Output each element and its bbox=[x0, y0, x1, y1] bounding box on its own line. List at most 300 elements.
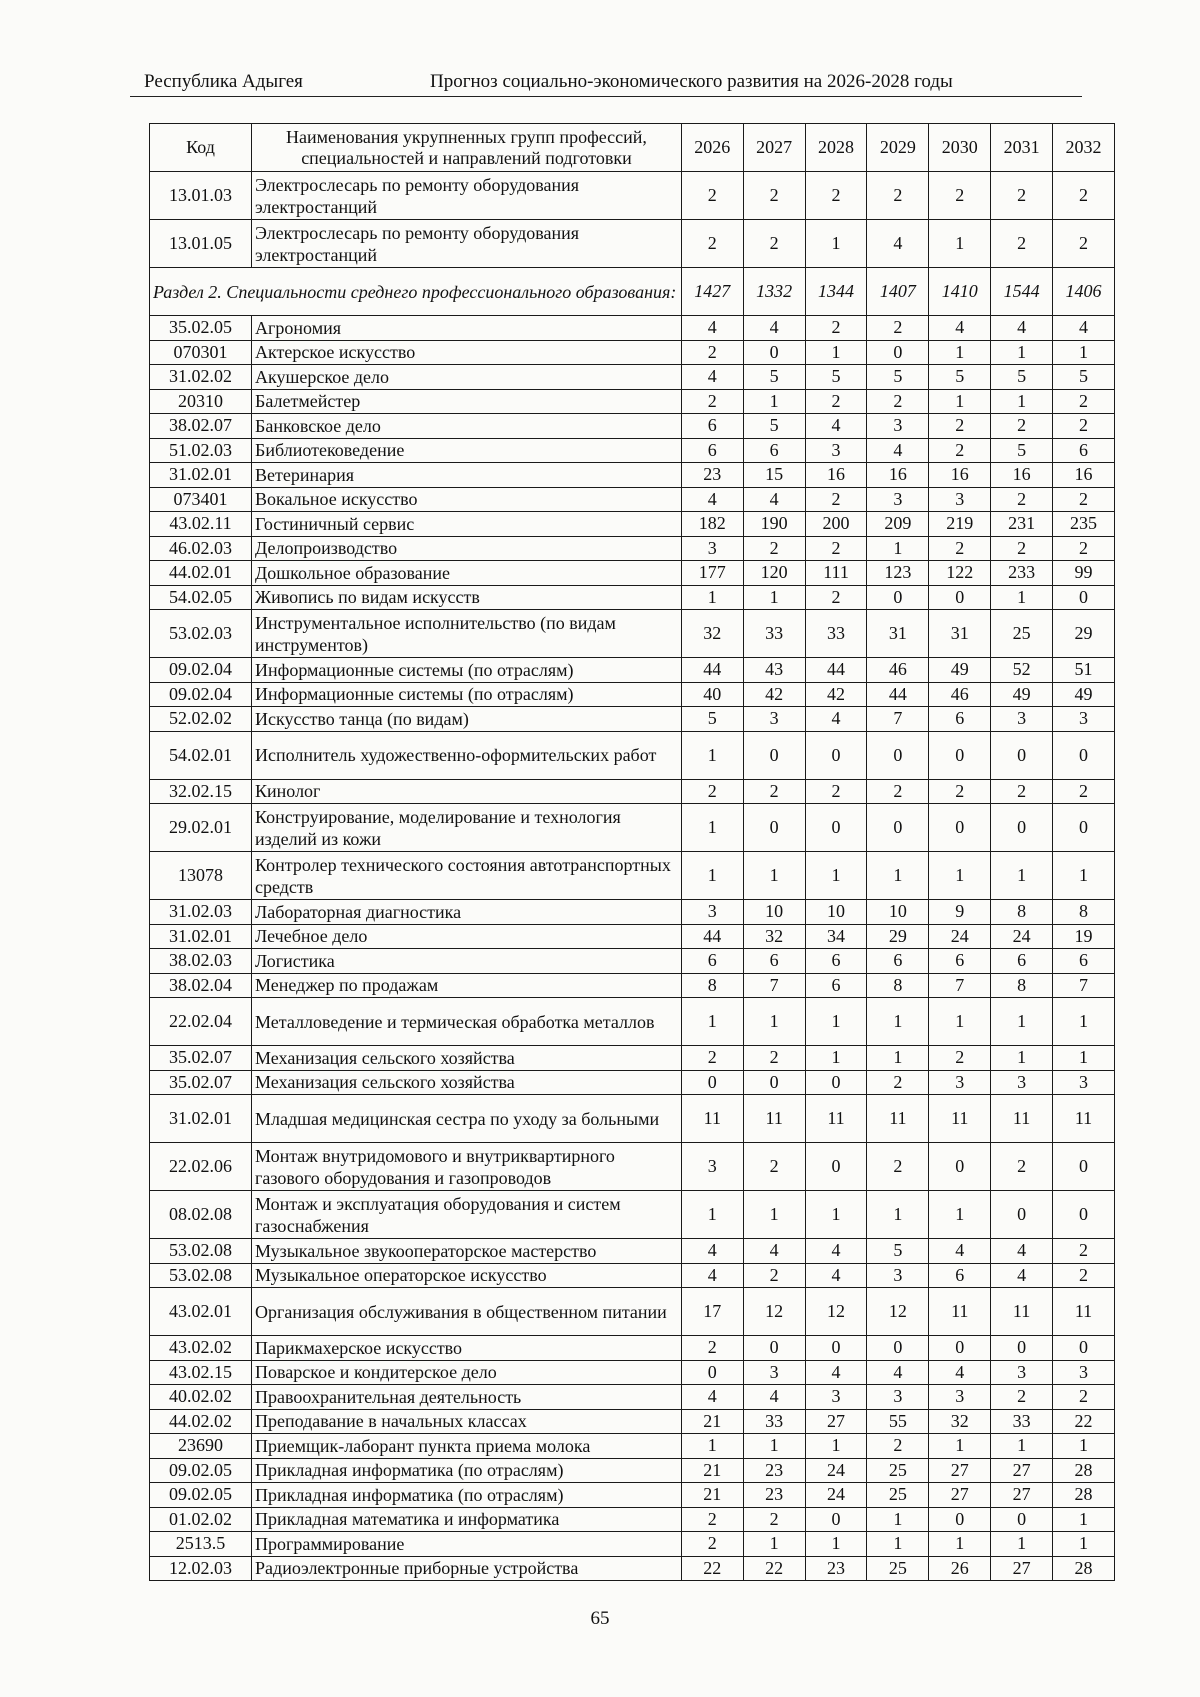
row-value-2030: 49 bbox=[929, 658, 991, 683]
row-value-2031: 2 bbox=[991, 1143, 1053, 1191]
row-name: Приемщик-лаборант пункта приема молока bbox=[252, 1434, 682, 1459]
row-value-2026: 2 bbox=[681, 172, 743, 220]
row-value-2028: 1 bbox=[805, 998, 867, 1046]
row-value-2032: 8 bbox=[1053, 900, 1115, 925]
table-body bbox=[150, 172, 1115, 1581]
row-value-2028: 4 bbox=[805, 707, 867, 732]
row-value-2029: 25 bbox=[867, 1556, 929, 1581]
row-code: 22.02.04 bbox=[150, 998, 252, 1046]
row-value-2032: 1406 bbox=[1053, 268, 1115, 316]
table-row bbox=[150, 463, 1115, 488]
row-value-2028: 1 bbox=[805, 1191, 867, 1239]
row-value-2028: 111 bbox=[805, 561, 867, 586]
table-row bbox=[150, 1191, 1115, 1239]
row-value-2032: 1 bbox=[1053, 998, 1115, 1046]
row-code: 52.02.02 bbox=[150, 707, 252, 732]
row-value-2030: 5 bbox=[929, 365, 991, 390]
row-name: Лабораторная диагностика bbox=[252, 900, 682, 925]
row-value-2030: 6 bbox=[929, 707, 991, 732]
row-value-2031: 8 bbox=[991, 973, 1053, 998]
row-value-2027: 15 bbox=[743, 463, 805, 488]
row-value-2031: 5 bbox=[991, 365, 1053, 390]
row-value-2029: 46 bbox=[867, 658, 929, 683]
row-value-2028: 34 bbox=[805, 924, 867, 949]
row-value-2027: 23 bbox=[743, 1458, 805, 1483]
row-value-2026: 2 bbox=[681, 1046, 743, 1071]
row-value-2027: 190 bbox=[743, 512, 805, 537]
column-header-year: 2026 bbox=[681, 124, 743, 172]
row-value-2029: 2 bbox=[867, 1143, 929, 1191]
table-row bbox=[150, 536, 1115, 561]
row-value-2026: 1 bbox=[681, 998, 743, 1046]
row-value-2028: 24 bbox=[805, 1483, 867, 1508]
row-name: Инструментальное исполнительство (по видам инструментов) bbox=[252, 610, 682, 658]
row-code: 31.02.02 bbox=[150, 365, 252, 390]
row-name: Электрослесарь по ремонту оборудования электростанций bbox=[252, 172, 682, 220]
row-name: Информационные системы (по отраслям) bbox=[252, 658, 682, 683]
row-value-2029: 8 bbox=[867, 973, 929, 998]
row-value-2030: 9 bbox=[929, 900, 991, 925]
table-row bbox=[150, 1556, 1115, 1581]
row-value-2031: 3 bbox=[991, 1070, 1053, 1095]
row-value-2031: 1 bbox=[991, 852, 1053, 900]
row-name: Монтаж и эксплуатация оборудования и систем газоснабжения bbox=[252, 1191, 682, 1239]
row-value-2029: 3 bbox=[867, 1263, 929, 1288]
row-name: Организация обслуживания в общественном питании bbox=[252, 1288, 682, 1336]
column-header-year: 2029 bbox=[867, 124, 929, 172]
row-code: 073401 bbox=[150, 487, 252, 512]
row-value-2029: 11 bbox=[867, 1095, 929, 1143]
table-row bbox=[150, 658, 1115, 683]
row-name: Балетмейстер bbox=[252, 389, 682, 414]
row-code: 09.02.05 bbox=[150, 1458, 252, 1483]
row-value-2032: 4 bbox=[1053, 316, 1115, 341]
row-code: 13078 bbox=[150, 852, 252, 900]
row-value-2031: 1 bbox=[991, 389, 1053, 414]
row-value-2030: 4 bbox=[929, 1360, 991, 1385]
row-value-2032: 0 bbox=[1053, 1191, 1115, 1239]
row-value-2028: 0 bbox=[805, 1143, 867, 1191]
row-value-2027: 22 bbox=[743, 1556, 805, 1581]
row-code: 54.02.05 bbox=[150, 585, 252, 610]
row-value-2031: 1 bbox=[991, 1434, 1053, 1459]
row-value-2029: 3 bbox=[867, 487, 929, 512]
row-value-2032: 7 bbox=[1053, 973, 1115, 998]
row-value-2027: 0 bbox=[743, 804, 805, 852]
table-row bbox=[150, 172, 1115, 220]
row-value-2026: 32 bbox=[681, 610, 743, 658]
row-value-2031: 49 bbox=[991, 682, 1053, 707]
row-name: Исполнитель художественно-оформительских работ bbox=[252, 731, 682, 779]
row-value-2029: 1 bbox=[867, 1532, 929, 1557]
row-value-2027: 2 bbox=[743, 172, 805, 220]
table-row bbox=[150, 487, 1115, 512]
row-value-2031: 0 bbox=[991, 1191, 1053, 1239]
row-name: Радиоэлектронные приборные устройства bbox=[252, 1556, 682, 1581]
row-value-2026: 2 bbox=[681, 389, 743, 414]
row-value-2028: 4 bbox=[805, 1360, 867, 1385]
row-value-2027: 33 bbox=[743, 1409, 805, 1434]
page-header bbox=[130, 70, 1082, 97]
row-value-2032: 11 bbox=[1053, 1288, 1115, 1336]
row-value-2026: 21 bbox=[681, 1483, 743, 1508]
row-value-2032: 1 bbox=[1053, 1046, 1115, 1071]
row-code: 09.02.04 bbox=[150, 682, 252, 707]
row-value-2027: 32 bbox=[743, 924, 805, 949]
row-name: Правоохранительная деятельность bbox=[252, 1385, 682, 1410]
row-value-2026: 1 bbox=[681, 585, 743, 610]
table-row bbox=[150, 438, 1115, 463]
row-value-2031: 5 bbox=[991, 438, 1053, 463]
row-value-2029: 0 bbox=[867, 585, 929, 610]
table-row bbox=[150, 365, 1115, 390]
row-value-2027: 2 bbox=[743, 536, 805, 561]
row-name: Прикладная информатика (по отраслям) bbox=[252, 1483, 682, 1508]
row-value-2026: 8 bbox=[681, 973, 743, 998]
row-value-2026: 4 bbox=[681, 365, 743, 390]
row-value-2031: 6 bbox=[991, 949, 1053, 974]
row-value-2031: 1 bbox=[991, 585, 1053, 610]
row-value-2027: 2 bbox=[743, 779, 805, 804]
row-value-2030: 0 bbox=[929, 1507, 991, 1532]
row-value-2032: 2 bbox=[1053, 389, 1115, 414]
row-value-2027: 3 bbox=[743, 1360, 805, 1385]
row-value-2026: 4 bbox=[681, 316, 743, 341]
row-value-2030: 6 bbox=[929, 1263, 991, 1288]
row-value-2026: 4 bbox=[681, 1239, 743, 1264]
row-value-2031: 4 bbox=[991, 1239, 1053, 1264]
row-value-2029: 2 bbox=[867, 1070, 929, 1095]
table-row bbox=[150, 1070, 1115, 1095]
column-header-year: 2030 bbox=[929, 124, 991, 172]
table-row bbox=[150, 561, 1115, 586]
row-value-2028: 1 bbox=[805, 1532, 867, 1557]
row-value-2026: 40 bbox=[681, 682, 743, 707]
row-value-2029: 2 bbox=[867, 1434, 929, 1459]
row-value-2032: 2 bbox=[1053, 536, 1115, 561]
row-code: 12.02.03 bbox=[150, 1556, 252, 1581]
row-value-2027: 5 bbox=[743, 414, 805, 439]
table-row bbox=[150, 1360, 1115, 1385]
row-value-2032: 6 bbox=[1053, 949, 1115, 974]
table-row bbox=[150, 414, 1115, 439]
row-name: Живопись по видам искусств bbox=[252, 585, 682, 610]
row-value-2031: 2 bbox=[991, 220, 1053, 268]
row-value-2031: 231 bbox=[991, 512, 1053, 537]
row-value-2027: 4 bbox=[743, 1239, 805, 1264]
row-value-2029: 123 bbox=[867, 561, 929, 586]
row-value-2026: 4 bbox=[681, 1263, 743, 1288]
row-value-2026: 2 bbox=[681, 220, 743, 268]
row-value-2030: 1 bbox=[929, 1191, 991, 1239]
row-value-2030: 0 bbox=[929, 1336, 991, 1361]
row-value-2029: 6 bbox=[867, 949, 929, 974]
row-value-2028: 2 bbox=[805, 172, 867, 220]
row-code: 43.02.11 bbox=[150, 512, 252, 537]
row-value-2031: 3 bbox=[991, 707, 1053, 732]
row-value-2026: 6 bbox=[681, 414, 743, 439]
row-value-2032: 2 bbox=[1053, 779, 1115, 804]
row-code: 53.02.03 bbox=[150, 610, 252, 658]
row-value-2032: 28 bbox=[1053, 1556, 1115, 1581]
row-code: 23690 bbox=[150, 1434, 252, 1459]
row-value-2029: 1 bbox=[867, 1046, 929, 1071]
forecast-table bbox=[149, 123, 1115, 1581]
row-code: 35.02.05 bbox=[150, 316, 252, 341]
row-value-2029: 25 bbox=[867, 1483, 929, 1508]
table-row bbox=[150, 1385, 1115, 1410]
column-header-year: 2031 bbox=[991, 124, 1053, 172]
row-value-2026: 177 bbox=[681, 561, 743, 586]
row-value-2032: 2 bbox=[1053, 414, 1115, 439]
row-code: 53.02.08 bbox=[150, 1239, 252, 1264]
row-value-2032: 51 bbox=[1053, 658, 1115, 683]
row-value-2030: 24 bbox=[929, 924, 991, 949]
row-value-2031: 16 bbox=[991, 463, 1053, 488]
row-value-2026: 11 bbox=[681, 1095, 743, 1143]
row-value-2026: 5 bbox=[681, 707, 743, 732]
table-row bbox=[150, 1483, 1115, 1508]
row-value-2030: 2 bbox=[929, 779, 991, 804]
row-value-2031: 24 bbox=[991, 924, 1053, 949]
row-value-2030: 122 bbox=[929, 561, 991, 586]
row-name: Лечебное дело bbox=[252, 924, 682, 949]
row-value-2029: 2 bbox=[867, 389, 929, 414]
row-value-2032: 1 bbox=[1053, 340, 1115, 365]
row-name: Логистика bbox=[252, 949, 682, 974]
row-name: Банковское дело bbox=[252, 414, 682, 439]
row-value-2029: 12 bbox=[867, 1288, 929, 1336]
row-value-2027: 6 bbox=[743, 949, 805, 974]
row-code: 43.02.01 bbox=[150, 1288, 252, 1336]
column-header-code: Код bbox=[150, 124, 252, 172]
row-value-2027: 4 bbox=[743, 487, 805, 512]
row-value-2030: 11 bbox=[929, 1288, 991, 1336]
row-value-2029: 16 bbox=[867, 463, 929, 488]
row-value-2027: 2 bbox=[743, 1046, 805, 1071]
row-value-2030: 16 bbox=[929, 463, 991, 488]
row-value-2026: 21 bbox=[681, 1458, 743, 1483]
table-row bbox=[150, 316, 1115, 341]
row-value-2032: 49 bbox=[1053, 682, 1115, 707]
row-value-2032: 2 bbox=[1053, 172, 1115, 220]
row-code: 31.02.01 bbox=[150, 924, 252, 949]
row-name: Механизация сельского хозяйства bbox=[252, 1046, 682, 1071]
row-value-2029: 1 bbox=[867, 536, 929, 561]
row-value-2032: 2 bbox=[1053, 1263, 1115, 1288]
row-code: 46.02.03 bbox=[150, 536, 252, 561]
table-row bbox=[150, 900, 1115, 925]
row-value-2031: 11 bbox=[991, 1095, 1053, 1143]
table-row bbox=[150, 852, 1115, 900]
row-value-2029: 2 bbox=[867, 779, 929, 804]
row-code: 51.02.03 bbox=[150, 438, 252, 463]
row-code: 40.02.02 bbox=[150, 1385, 252, 1410]
table-row bbox=[150, 1434, 1115, 1459]
row-name: Программирование bbox=[252, 1532, 682, 1557]
row-value-2032: 0 bbox=[1053, 1143, 1115, 1191]
row-value-2030: 2 bbox=[929, 1046, 991, 1071]
row-value-2031: 2 bbox=[991, 172, 1053, 220]
row-value-2029: 44 bbox=[867, 682, 929, 707]
row-value-2028: 6 bbox=[805, 949, 867, 974]
row-value-2030: 6 bbox=[929, 949, 991, 974]
row-value-2030: 3 bbox=[929, 1070, 991, 1095]
row-name: Кинолог bbox=[252, 779, 682, 804]
row-value-2031: 27 bbox=[991, 1483, 1053, 1508]
row-value-2028: 12 bbox=[805, 1288, 867, 1336]
row-value-2029: 3 bbox=[867, 414, 929, 439]
row-name: Конструирование, моделирование и технология изделий из кожи bbox=[252, 804, 682, 852]
table-row bbox=[150, 220, 1115, 268]
row-value-2027: 0 bbox=[743, 340, 805, 365]
table-row bbox=[150, 1507, 1115, 1532]
row-value-2031: 2 bbox=[991, 1385, 1053, 1410]
row-value-2030: 4 bbox=[929, 316, 991, 341]
row-code: 53.02.08 bbox=[150, 1263, 252, 1288]
row-value-2027: 33 bbox=[743, 610, 805, 658]
row-value-2028: 2 bbox=[805, 585, 867, 610]
row-value-2026: 1 bbox=[681, 852, 743, 900]
row-name: Агрономия bbox=[252, 316, 682, 341]
row-value-2031: 3 bbox=[991, 1360, 1053, 1385]
row-code: 31.02.03 bbox=[150, 900, 252, 925]
table-row bbox=[150, 924, 1115, 949]
table-row bbox=[150, 512, 1115, 537]
row-value-2030: 3 bbox=[929, 1385, 991, 1410]
row-value-2031: 0 bbox=[991, 804, 1053, 852]
row-value-2032: 2 bbox=[1053, 220, 1115, 268]
row-value-2027: 4 bbox=[743, 316, 805, 341]
row-value-2026: 1 bbox=[681, 731, 743, 779]
row-value-2026: 2 bbox=[681, 1532, 743, 1557]
row-value-2032: 0 bbox=[1053, 1336, 1115, 1361]
row-value-2028: 4 bbox=[805, 1263, 867, 1288]
row-value-2027: 1 bbox=[743, 998, 805, 1046]
row-value-2026: 0 bbox=[681, 1070, 743, 1095]
row-value-2030: 1 bbox=[929, 389, 991, 414]
row-value-2031: 1 bbox=[991, 1532, 1053, 1557]
row-name: Прикладная информатика (по отраслям) bbox=[252, 1458, 682, 1483]
row-name: Электрослесарь по ремонту оборудования электростанций bbox=[252, 220, 682, 268]
row-value-2032: 22 bbox=[1053, 1409, 1115, 1434]
row-value-2027: 0 bbox=[743, 1070, 805, 1095]
row-value-2030: 46 bbox=[929, 682, 991, 707]
row-value-2032: 0 bbox=[1053, 804, 1115, 852]
row-value-2028: 33 bbox=[805, 610, 867, 658]
table-row bbox=[150, 998, 1115, 1046]
row-value-2030: 2 bbox=[929, 172, 991, 220]
row-name: Ветеринария bbox=[252, 463, 682, 488]
row-code: 29.02.01 bbox=[150, 804, 252, 852]
row-value-2029: 3 bbox=[867, 1385, 929, 1410]
row-value-2026: 23 bbox=[681, 463, 743, 488]
table-row bbox=[150, 1458, 1115, 1483]
row-value-2027: 2 bbox=[743, 1263, 805, 1288]
row-value-2026: 3 bbox=[681, 900, 743, 925]
row-value-2030: 4 bbox=[929, 1239, 991, 1264]
row-name: Гостиничный сервис bbox=[252, 512, 682, 537]
row-value-2031: 4 bbox=[991, 316, 1053, 341]
row-value-2028: 4 bbox=[805, 414, 867, 439]
row-value-2027: 0 bbox=[743, 1336, 805, 1361]
row-code: 09.02.04 bbox=[150, 658, 252, 683]
page-number: 65 bbox=[590, 1608, 610, 1629]
row-value-2032: 5 bbox=[1053, 365, 1115, 390]
row-code: 44.02.01 bbox=[150, 561, 252, 586]
table-row bbox=[150, 340, 1115, 365]
row-value-2028: 4 bbox=[805, 1239, 867, 1264]
table-row bbox=[150, 585, 1115, 610]
row-name: Контролер технического состояния автотранспортных средств bbox=[252, 852, 682, 900]
row-value-2031: 2 bbox=[991, 414, 1053, 439]
row-value-2028: 42 bbox=[805, 682, 867, 707]
row-value-2027: 1 bbox=[743, 1191, 805, 1239]
row-code: 35.02.07 bbox=[150, 1046, 252, 1071]
row-name: Прикладная математика и информатика bbox=[252, 1507, 682, 1532]
row-value-2028: 44 bbox=[805, 658, 867, 683]
table-row bbox=[150, 779, 1115, 804]
row-value-2028: 16 bbox=[805, 463, 867, 488]
row-value-2030: 219 bbox=[929, 512, 991, 537]
row-name: Парикмахерское искусство bbox=[252, 1336, 682, 1361]
row-value-2026: 22 bbox=[681, 1556, 743, 1581]
table-row bbox=[150, 1409, 1115, 1434]
row-value-2031: 0 bbox=[991, 1336, 1053, 1361]
row-value-2032: 0 bbox=[1053, 731, 1115, 779]
row-value-2027: 1 bbox=[743, 1532, 805, 1557]
column-header-name: Наименования укрупненных групп профессий, специальностей и направлений подготовки bbox=[252, 124, 682, 172]
row-value-2029: 1 bbox=[867, 1507, 929, 1532]
row-value-2027: 1 bbox=[743, 585, 805, 610]
table-row bbox=[150, 804, 1115, 852]
row-value-2031: 27 bbox=[991, 1556, 1053, 1581]
row-value-2030: 0 bbox=[929, 804, 991, 852]
row-value-2029: 4 bbox=[867, 438, 929, 463]
row-value-2028: 11 bbox=[805, 1095, 867, 1143]
row-value-2032: 28 bbox=[1053, 1458, 1115, 1483]
row-value-2031: 1 bbox=[991, 998, 1053, 1046]
row-value-2032: 19 bbox=[1053, 924, 1115, 949]
row-value-2030: 31 bbox=[929, 610, 991, 658]
row-name: Актерское искусство bbox=[252, 340, 682, 365]
row-value-2028: 0 bbox=[805, 804, 867, 852]
row-value-2027: 4 bbox=[743, 1385, 805, 1410]
row-value-2026: 6 bbox=[681, 438, 743, 463]
row-value-2031: 0 bbox=[991, 1507, 1053, 1532]
row-value-2030: 2 bbox=[929, 438, 991, 463]
table-row bbox=[150, 1143, 1115, 1191]
row-value-2026: 21 bbox=[681, 1409, 743, 1434]
row-value-2028: 2 bbox=[805, 389, 867, 414]
row-value-2029: 1407 bbox=[867, 268, 929, 316]
row-value-2031: 2 bbox=[991, 779, 1053, 804]
column-header-year: 2032 bbox=[1053, 124, 1115, 172]
row-value-2026: 6 bbox=[681, 949, 743, 974]
row-value-2029: 4 bbox=[867, 220, 929, 268]
row-code: 38.02.04 bbox=[150, 973, 252, 998]
row-value-2029: 31 bbox=[867, 610, 929, 658]
row-value-2027: 23 bbox=[743, 1483, 805, 1508]
row-name: Вокальное искусство bbox=[252, 487, 682, 512]
row-value-2026: 2 bbox=[681, 779, 743, 804]
row-value-2027: 7 bbox=[743, 973, 805, 998]
row-value-2028: 2 bbox=[805, 487, 867, 512]
row-value-2028: 1 bbox=[805, 852, 867, 900]
row-value-2030: 26 bbox=[929, 1556, 991, 1581]
table-row bbox=[150, 1532, 1115, 1557]
row-code: 13.01.03 bbox=[150, 172, 252, 220]
